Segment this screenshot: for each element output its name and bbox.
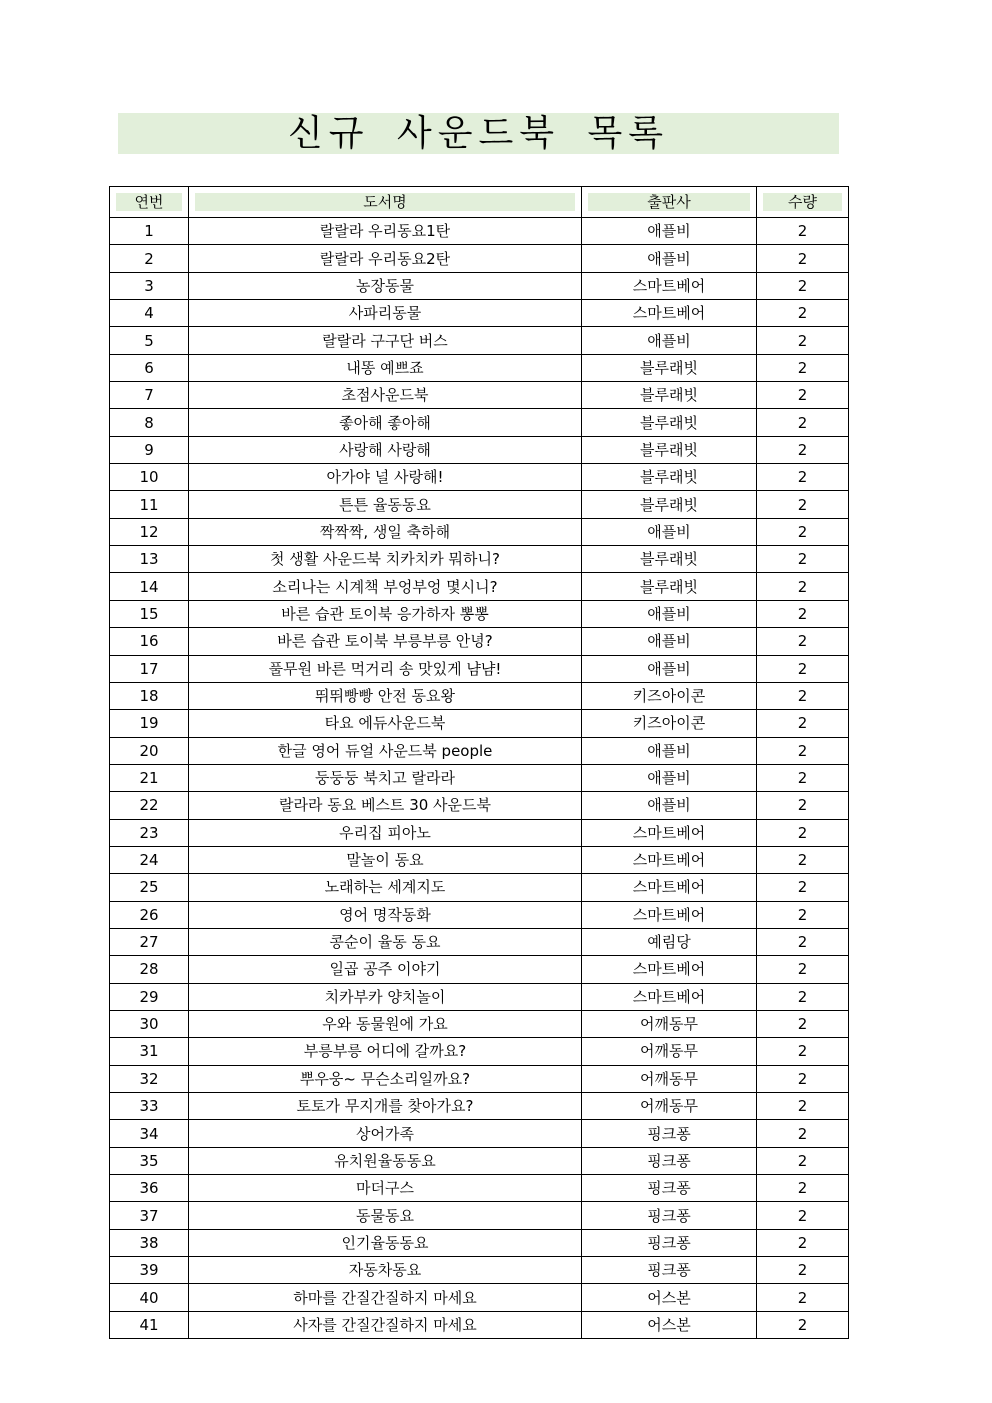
cell-title: 사랑해 사랑해 — [189, 436, 582, 463]
cell-title: 랄랄라 구구단 버스 — [189, 327, 582, 354]
cell-publisher: 애플비 — [582, 245, 757, 272]
cell-publisher: 스마트베어 — [582, 819, 757, 846]
cell-quantity: 2 — [757, 901, 849, 928]
cell-publisher: 스마트베어 — [582, 983, 757, 1010]
cell-title: 유치원율동동요 — [189, 1147, 582, 1174]
table-row — [110, 382, 849, 409]
cell-title: 둥둥둥 북치고 랄라라 — [189, 764, 582, 791]
cell-quantity: 2 — [757, 792, 849, 819]
table-row — [110, 436, 849, 463]
soundbook-table — [109, 186, 849, 1339]
cell-number: 39 — [110, 1257, 189, 1284]
cell-publisher: 핑크퐁 — [582, 1202, 757, 1229]
cell-number: 4 — [110, 300, 189, 327]
cell-quantity: 2 — [757, 737, 849, 764]
cell-title: 말놀이 동요 — [189, 846, 582, 873]
cell-title: 우와 동물원에 가요 — [189, 1010, 582, 1037]
cell-quantity: 2 — [757, 409, 849, 436]
table-row — [110, 218, 849, 245]
cell-number: 12 — [110, 518, 189, 545]
table-row — [110, 1065, 849, 1092]
cell-quantity: 2 — [757, 600, 849, 627]
cell-publisher: 블루래빗 — [582, 464, 757, 491]
table-row — [110, 464, 849, 491]
cell-quantity: 2 — [757, 1257, 849, 1284]
cell-number: 25 — [110, 874, 189, 901]
table-row — [110, 682, 849, 709]
cell-publisher: 애플비 — [582, 792, 757, 819]
cell-title: 영어 명작동화 — [189, 901, 582, 928]
cell-number: 1 — [110, 218, 189, 245]
header-label: 수량 — [763, 193, 842, 211]
table-row — [110, 983, 849, 1010]
cell-number: 19 — [110, 710, 189, 737]
table-row — [110, 600, 849, 627]
cell-publisher: 스마트베어 — [582, 846, 757, 873]
cell-title: 우리집 피아노 — [189, 819, 582, 846]
cell-number: 21 — [110, 764, 189, 791]
table-row — [110, 764, 849, 791]
table-row — [110, 518, 849, 545]
cell-quantity: 2 — [757, 874, 849, 901]
cell-publisher: 스마트베어 — [582, 874, 757, 901]
cell-quantity: 2 — [757, 327, 849, 354]
page-title: 신규 사운드북 목록 — [287, 112, 670, 154]
cell-number: 27 — [110, 928, 189, 955]
cell-publisher: 블루래빗 — [582, 436, 757, 463]
header-label: 출판사 — [588, 193, 750, 211]
table-row — [110, 245, 849, 272]
table-row — [110, 1010, 849, 1037]
cell-number: 35 — [110, 1147, 189, 1174]
cell-publisher: 애플비 — [582, 327, 757, 354]
cell-quantity: 2 — [757, 1038, 849, 1065]
cell-number: 20 — [110, 737, 189, 764]
cell-publisher: 어깨동무 — [582, 1065, 757, 1092]
cell-publisher: 블루래빗 — [582, 382, 757, 409]
cell-quantity: 2 — [757, 464, 849, 491]
cell-title: 튼튼 율동동요 — [189, 491, 582, 518]
table-row — [110, 573, 849, 600]
header-cell-quantity — [757, 187, 849, 218]
table-row — [110, 1229, 849, 1256]
table-row — [110, 354, 849, 381]
cell-title: 인기율동동요 — [189, 1229, 582, 1256]
cell-publisher: 블루래빗 — [582, 354, 757, 381]
cell-title: 랄랄라 우리동요2탄 — [189, 245, 582, 272]
table-row — [110, 737, 849, 764]
cell-publisher: 핑크퐁 — [582, 1175, 757, 1202]
header-label: 도서명 — [195, 193, 575, 211]
cell-quantity: 2 — [757, 1010, 849, 1037]
cell-number: 17 — [110, 655, 189, 682]
cell-title: 아가야 널 사랑해! — [189, 464, 582, 491]
cell-number: 36 — [110, 1175, 189, 1202]
cell-publisher: 핑크퐁 — [582, 1147, 757, 1174]
cell-number: 14 — [110, 573, 189, 600]
cell-quantity: 2 — [757, 300, 849, 327]
cell-quantity: 2 — [757, 218, 849, 245]
cell-publisher: 어깨동무 — [582, 1038, 757, 1065]
cell-number: 9 — [110, 436, 189, 463]
cell-publisher: 애플비 — [582, 764, 757, 791]
header-cell-number — [110, 187, 189, 218]
cell-title: 동물동요 — [189, 1202, 582, 1229]
table-row — [110, 327, 849, 354]
cell-publisher: 키즈아이콘 — [582, 682, 757, 709]
cell-title: 타요 에듀사운드북 — [189, 710, 582, 737]
table-row — [110, 1284, 849, 1311]
table-row — [110, 819, 849, 846]
cell-number: 33 — [110, 1093, 189, 1120]
table-row — [110, 1257, 849, 1284]
cell-number: 3 — [110, 272, 189, 299]
cell-quantity: 2 — [757, 1284, 849, 1311]
cell-quantity: 2 — [757, 436, 849, 463]
cell-title: 치카부카 양치놀이 — [189, 983, 582, 1010]
table-row — [110, 1202, 849, 1229]
cell-publisher: 어스본 — [582, 1284, 757, 1311]
cell-number: 2 — [110, 245, 189, 272]
cell-number: 26 — [110, 901, 189, 928]
table-row — [110, 1175, 849, 1202]
table-row — [110, 928, 849, 955]
cell-number: 32 — [110, 1065, 189, 1092]
cell-number: 15 — [110, 600, 189, 627]
cell-title: 풀무원 바른 먹거리 송 맛있게 냠냠! — [189, 655, 582, 682]
cell-title: 토토가 무지개를 찾아가요? — [189, 1093, 582, 1120]
cell-quantity: 2 — [757, 518, 849, 545]
cell-publisher: 핑크퐁 — [582, 1120, 757, 1147]
cell-quantity: 2 — [757, 1120, 849, 1147]
cell-quantity: 2 — [757, 983, 849, 1010]
cell-quantity: 2 — [757, 1311, 849, 1338]
table-row — [110, 846, 849, 873]
cell-number: 11 — [110, 491, 189, 518]
cell-quantity: 2 — [757, 846, 849, 873]
cell-number: 41 — [110, 1311, 189, 1338]
table-row — [110, 874, 849, 901]
cell-title: 농장동물 — [189, 272, 582, 299]
cell-number: 5 — [110, 327, 189, 354]
cell-quantity: 2 — [757, 272, 849, 299]
cell-title: 뿌우웅~ 무슨소리일까요? — [189, 1065, 582, 1092]
table-row — [110, 409, 849, 436]
cell-title: 일곱 공주 이야기 — [189, 956, 582, 983]
cell-title: 초점사운드북 — [189, 382, 582, 409]
table-row — [110, 1311, 849, 1338]
cell-publisher: 스마트베어 — [582, 300, 757, 327]
cell-quantity: 2 — [757, 1202, 849, 1229]
table-row — [110, 956, 849, 983]
cell-number: 13 — [110, 546, 189, 573]
cell-quantity: 2 — [757, 245, 849, 272]
cell-publisher: 예림당 — [582, 928, 757, 955]
cell-number: 8 — [110, 409, 189, 436]
cell-publisher: 핑크퐁 — [582, 1257, 757, 1284]
cell-title: 부릉부릉 어디에 갈까요? — [189, 1038, 582, 1065]
cell-number: 28 — [110, 956, 189, 983]
cell-publisher: 스마트베어 — [582, 956, 757, 983]
table-row — [110, 300, 849, 327]
cell-quantity: 2 — [757, 1093, 849, 1120]
cell-number: 29 — [110, 983, 189, 1010]
cell-number: 31 — [110, 1038, 189, 1065]
table-row — [110, 710, 849, 737]
cell-title: 랄랄라 우리동요1탄 — [189, 218, 582, 245]
table-row — [110, 792, 849, 819]
cell-publisher: 애플비 — [582, 628, 757, 655]
cell-quantity: 2 — [757, 655, 849, 682]
table-row — [110, 628, 849, 655]
cell-quantity: 2 — [757, 928, 849, 955]
cell-title: 사파리동물 — [189, 300, 582, 327]
cell-title: 내똥 예쁘죠 — [189, 354, 582, 381]
cell-number: 34 — [110, 1120, 189, 1147]
cell-title: 바른 습관 토이북 응가하자 뽕뽕 — [189, 600, 582, 627]
cell-number: 22 — [110, 792, 189, 819]
table-row — [110, 546, 849, 573]
cell-publisher: 키즈아이콘 — [582, 710, 757, 737]
cell-publisher: 애플비 — [582, 218, 757, 245]
cell-number: 10 — [110, 464, 189, 491]
cell-number: 6 — [110, 354, 189, 381]
cell-publisher: 어깨동무 — [582, 1093, 757, 1120]
cell-publisher: 애플비 — [582, 737, 757, 764]
cell-publisher: 블루래빗 — [582, 491, 757, 518]
cell-quantity: 2 — [757, 1175, 849, 1202]
cell-number: 18 — [110, 682, 189, 709]
cell-number: 16 — [110, 628, 189, 655]
cell-title: 바른 습관 토이북 부릉부릉 안녕? — [189, 628, 582, 655]
cell-title: 하마를 간질간질하지 마세요 — [189, 1284, 582, 1311]
cell-quantity: 2 — [757, 1147, 849, 1174]
cell-title: 소리나는 시계책 부엉부엉 몇시니? — [189, 573, 582, 600]
title-banner — [118, 113, 839, 154]
cell-number: 7 — [110, 382, 189, 409]
table-row — [110, 1147, 849, 1174]
cell-publisher: 애플비 — [582, 600, 757, 627]
cell-quantity: 2 — [757, 682, 849, 709]
table-row — [110, 491, 849, 518]
header-cell-publisher — [582, 187, 757, 218]
cell-quantity: 2 — [757, 819, 849, 846]
cell-publisher: 블루래빗 — [582, 573, 757, 600]
cell-title: 사자를 간질간질하지 마세요 — [189, 1311, 582, 1338]
cell-publisher: 애플비 — [582, 518, 757, 545]
cell-number: 24 — [110, 846, 189, 873]
cell-number: 37 — [110, 1202, 189, 1229]
table-row — [110, 655, 849, 682]
table-row — [110, 1093, 849, 1120]
cell-title: 짝짝짝, 생일 축하해 — [189, 518, 582, 545]
cell-quantity: 2 — [757, 956, 849, 983]
cell-title: 좋아해 좋아해 — [189, 409, 582, 436]
cell-quantity: 2 — [757, 710, 849, 737]
cell-publisher: 스마트베어 — [582, 272, 757, 299]
cell-number: 30 — [110, 1010, 189, 1037]
cell-title: 첫 생활 사운드북 치카치카 뭐하니? — [189, 546, 582, 573]
cell-publisher: 어스본 — [582, 1311, 757, 1338]
header-cell-title — [189, 187, 582, 218]
cell-number: 23 — [110, 819, 189, 846]
table-row — [110, 272, 849, 299]
cell-publisher: 어깨동무 — [582, 1010, 757, 1037]
cell-quantity: 2 — [757, 1065, 849, 1092]
cell-quantity: 2 — [757, 628, 849, 655]
cell-number: 40 — [110, 1284, 189, 1311]
cell-publisher: 핑크퐁 — [582, 1229, 757, 1256]
table-row — [110, 901, 849, 928]
cell-quantity: 2 — [757, 354, 849, 381]
cell-publisher: 애플비 — [582, 655, 757, 682]
cell-publisher: 블루래빗 — [582, 546, 757, 573]
cell-publisher: 블루래빗 — [582, 409, 757, 436]
cell-title: 한글 영어 듀얼 사운드북 people — [189, 737, 582, 764]
cell-quantity: 2 — [757, 1229, 849, 1256]
cell-title: 랄라라 동요 베스트 30 사운드북 — [189, 792, 582, 819]
table-header-row — [110, 187, 849, 218]
cell-publisher: 스마트베어 — [582, 901, 757, 928]
table-row — [110, 1120, 849, 1147]
cell-quantity: 2 — [757, 546, 849, 573]
cell-quantity: 2 — [757, 382, 849, 409]
cell-title: 상어가족 — [189, 1120, 582, 1147]
cell-number: 38 — [110, 1229, 189, 1256]
cell-title: 자동차동요 — [189, 1257, 582, 1284]
cell-title: 콩순이 율동 동요 — [189, 928, 582, 955]
cell-quantity: 2 — [757, 573, 849, 600]
cell-title: 마더구스 — [189, 1175, 582, 1202]
cell-quantity: 2 — [757, 491, 849, 518]
header-label: 연번 — [116, 193, 182, 211]
table-body — [110, 218, 849, 1339]
table-row — [110, 1038, 849, 1065]
cell-quantity: 2 — [757, 764, 849, 791]
cell-title: 뛰뛰빵빵 안전 동요왕 — [189, 682, 582, 709]
cell-title: 노래하는 세계지도 — [189, 874, 582, 901]
